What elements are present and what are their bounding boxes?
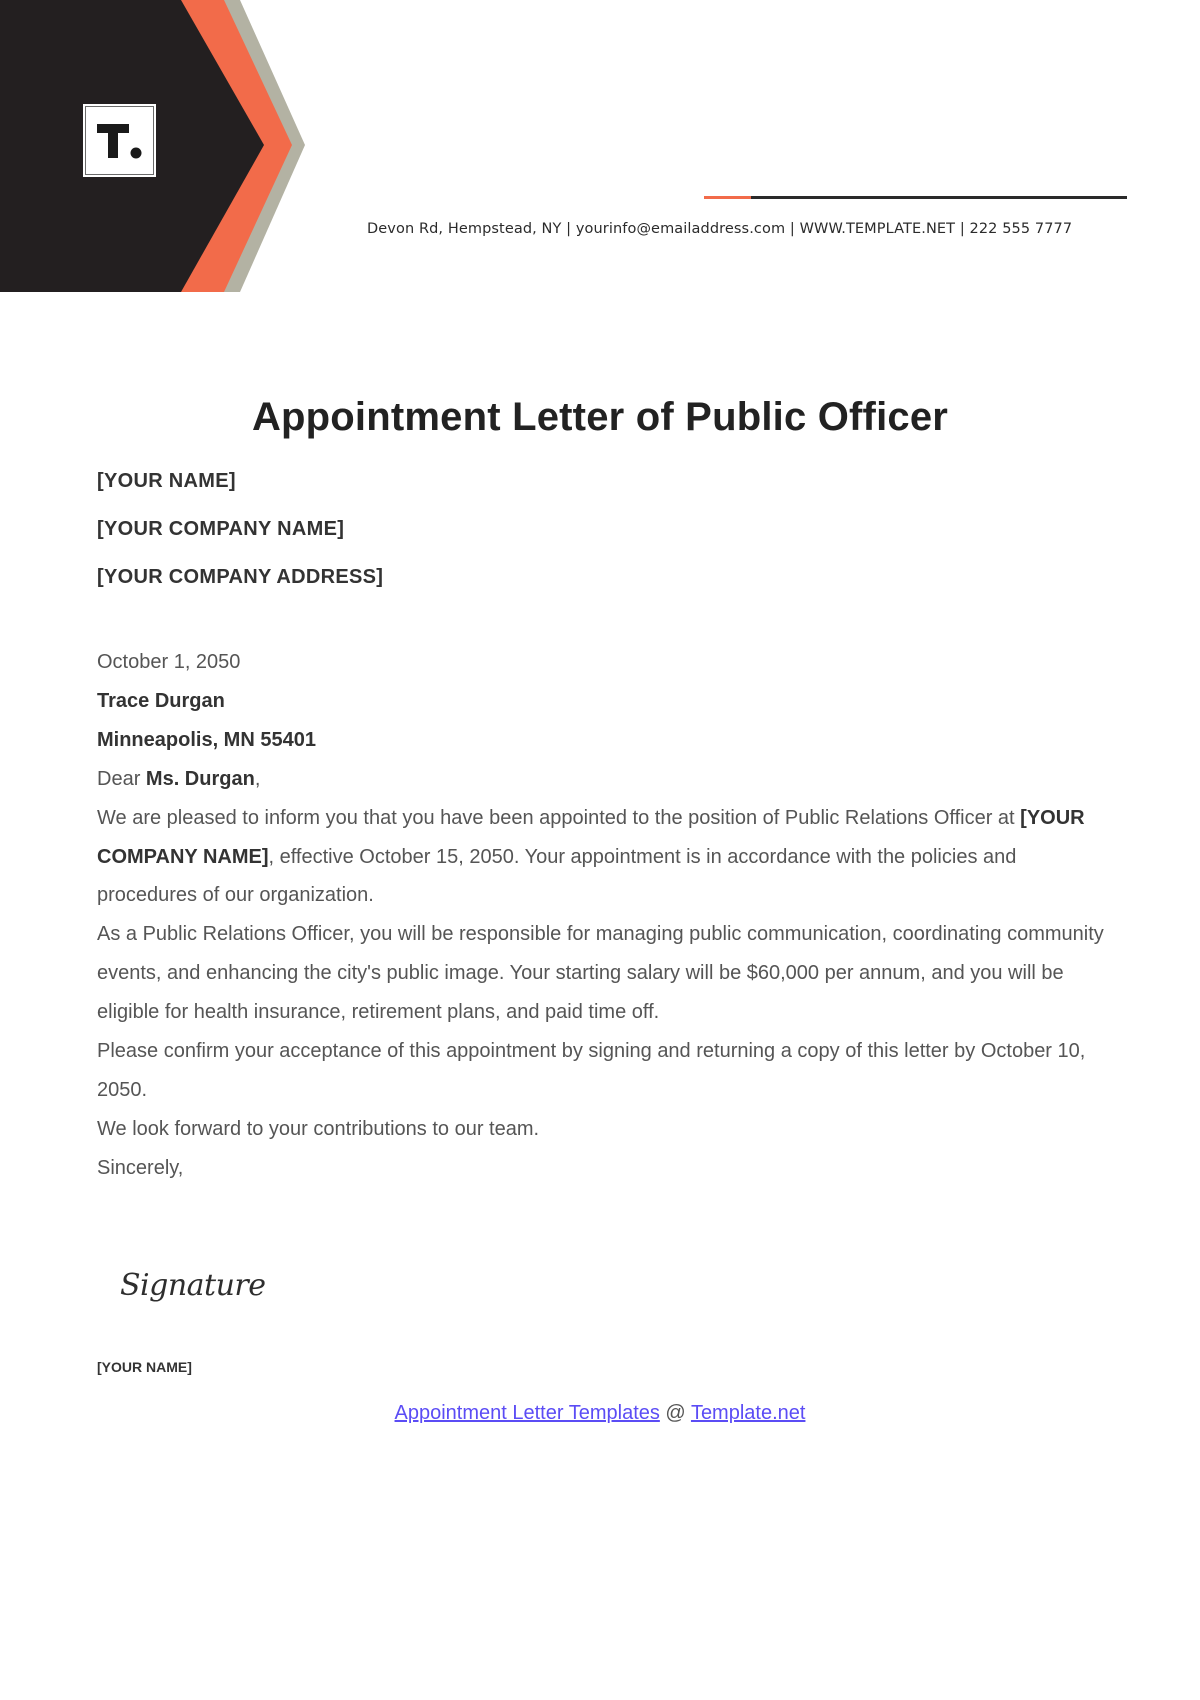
salutation-prefix: Dear (97, 767, 146, 790)
salutation-name: Ms. Durgan (145, 767, 255, 790)
salutation (97, 760, 1107, 799)
company-placeholder: [YOUR COMPANY NAME] (97, 806, 1085, 868)
company-logo (83, 104, 156, 177)
paragraph-appointment (97, 799, 1107, 916)
document-title: Appointment Letter of Public Officer (251, 395, 949, 439)
header-divider (704, 196, 1127, 199)
sender-company: [YOUR COMPANY NAME] (97, 518, 345, 540)
chevron-banner-graphic (0, 0, 320, 292)
paragraph-confirmation: Please confirm your acceptance of this appointment by signing and returning a copy of this letter by October 10, 2050. (97, 1040, 1086, 1101)
header-divider-accent (704, 196, 751, 199)
sender-name: [YOUR NAME] (97, 470, 236, 492)
template-net-link[interactable]: Template.net (690, 1402, 806, 1424)
paragraph-text: We are pleased to inform you that you have been appointed to the position of Public Relations Officer at (97, 806, 1021, 829)
paragraph-responsibilities: As a Public Relations Officer, you will be responsible for managing public communication, coordinating community events, and enhancing the city's public image. Your starting salary will be $60,000 per annum, and you will be eligible for health insurance, retirement plans, and paid time off. (97, 923, 1104, 1024)
contact-info: Devon Rd, Hempstead, NY | yourinfo@emailaddress.com | WWW.TEMPLATE.NET | 222 555 7777 (367, 221, 1073, 237)
sender-block (97, 468, 383, 612)
paragraph-closing-remark: We look forward to your contributions to our team. (97, 1117, 540, 1140)
salutation-suffix: , (254, 767, 261, 790)
signature: Signature (120, 1268, 266, 1303)
logo-t-icon (97, 122, 143, 160)
recipient-location: Minneapolis, MN 55401 (97, 728, 316, 751)
footer-separator: @ (659, 1402, 691, 1424)
letterhead (0, 0, 1200, 292)
appointment-letter-templates-link[interactable]: Appointment Letter Templates (394, 1402, 660, 1424)
footer-links (0, 1402, 1200, 1425)
closing: Sincerely, (97, 1156, 184, 1179)
letter-body (97, 643, 1107, 1188)
paragraph-text: , effective October 15, 2050. Your appointment is in accordance with the policies and procedures of our organization. (97, 845, 1017, 907)
recipient-name: Trace Durgan (97, 689, 225, 712)
signer-name: [YOUR NAME] (97, 1359, 192, 1375)
letter-date: October 1, 2050 (97, 651, 241, 673)
sender-address: [YOUR COMPANY ADDRESS] (97, 566, 384, 588)
